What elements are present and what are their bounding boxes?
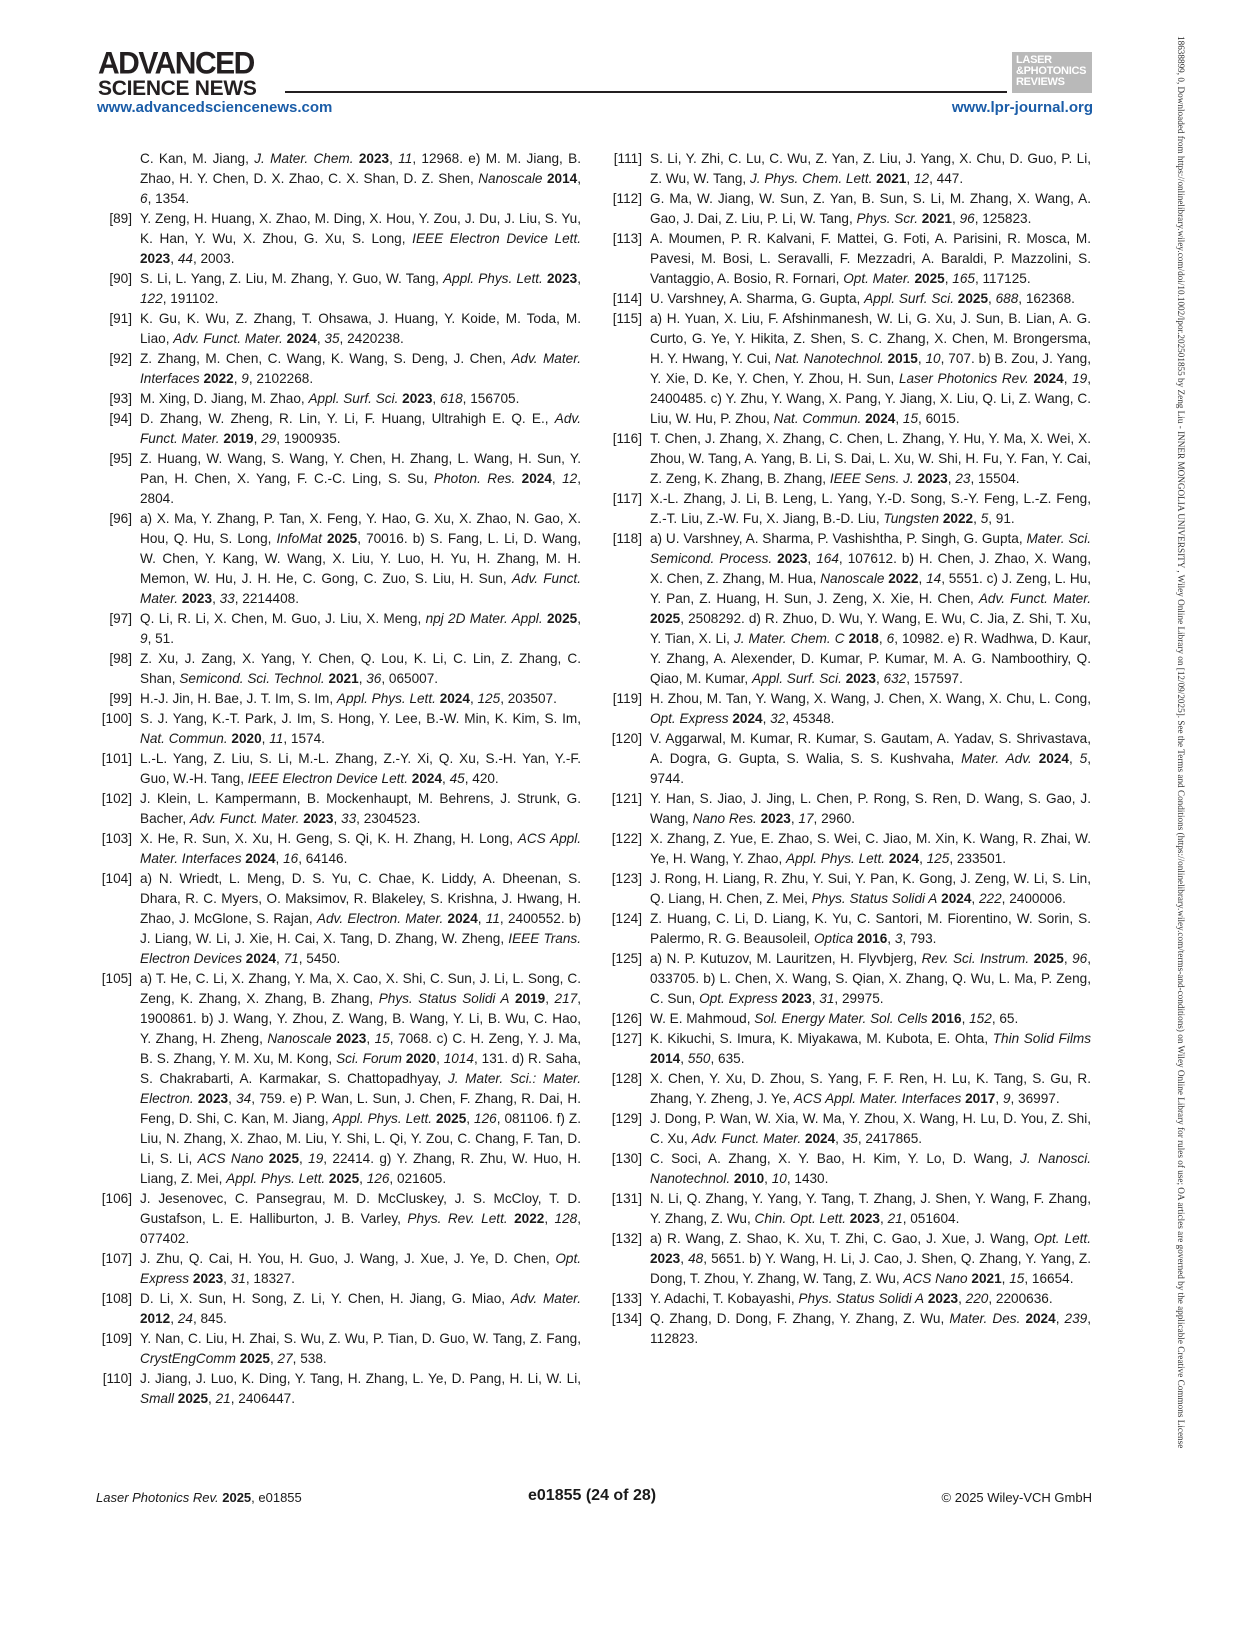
reference-number: [98] xyxy=(109,651,132,666)
reference-item xyxy=(96,389,581,409)
logo-line2: SCIENCE NEWS xyxy=(98,77,257,100)
reference-number: [126] xyxy=(611,1011,642,1026)
reference-number: [94] xyxy=(109,411,132,426)
reference-item xyxy=(606,1229,1091,1289)
reference-item xyxy=(96,609,581,649)
reference-number: [114] xyxy=(612,291,642,306)
reference-item xyxy=(96,449,581,509)
reference-item xyxy=(96,689,581,709)
reference-number: [130] xyxy=(611,1151,642,1166)
reference-item xyxy=(96,349,581,389)
reference-item xyxy=(606,289,1091,309)
reference-text: X. Chen, Y. Xu, D. Zhou, S. Yang, F. F. Ren, H. Lu, K. Tang, S. Gu, R. Zhang, Y. Zheng, J. Ye, ACS Appl. Mater. Interfaces 2017, 9, 36997. xyxy=(650,1071,1091,1106)
reference-number: [89] xyxy=(109,211,132,226)
reference-text: A. Moumen, P. R. Kalvani, F. Mattei, G. Foti, A. Parisini, R. Mosca, M. Pavesi, M. Bosi, L. Seravalli, F. Mezzadri, A. Baraldi, P. Mazzolini, S. Vantaggio, A. Bosio, R. Fornari, Opt. Mater. 2025, 165, 117125. xyxy=(650,231,1091,286)
journal-logo-line2: &PHOTONICS xyxy=(1016,65,1087,77)
reference-text: C. Kan, M. Jiang, J. Mater. Chem. 2023, 11, 12968. e) M. M. Jiang, B. Zhao, H. Y. Chen, D. X. Zhao, C. X. Shan, D. Z. Shen, Nanoscale 2014, 6, 1354. xyxy=(140,151,582,206)
reference-item xyxy=(96,509,581,609)
reference-item xyxy=(96,709,581,749)
reference-item xyxy=(96,149,581,209)
reference-text: D. Zhang, W. Zheng, R. Lin, Y. Li, F. Huang, Ultrahigh E. Q. E., Adv. Funct. Mater. 2019, 29, 1900935. xyxy=(140,411,581,446)
reference-number: [122] xyxy=(611,831,642,846)
reference-text: S. Li, L. Yang, Z. Liu, M. Zhang, Y. Guo, W. Tang, Appl. Phys. Lett. 2023, 122, 191102. xyxy=(140,271,581,306)
reference-item xyxy=(606,1289,1091,1309)
reference-text: V. Aggarwal, M. Kumar, R. Kumar, S. Gautam, A. Yadav, S. Shrivastava, A. Dogra, G. Gupta, S. Walia, S. S. Kushvaha, Mater. Adv. 2024, 5, 9744. xyxy=(650,731,1092,786)
reference-item xyxy=(606,789,1091,829)
reference-item xyxy=(606,529,1091,689)
reference-text: G. Ma, W. Jiang, W. Sun, Z. Yan, B. Sun, S. Li, M. Zhang, X. Wang, A. Gao, J. Dai, Z. Liu, P. Li, W. Tang, Phys. Scr. 2021, 96, 125823. xyxy=(650,191,1091,226)
reference-number: [93] xyxy=(109,391,132,406)
reference-item xyxy=(606,1309,1091,1349)
reference-text: U. Varshney, A. Sharma, G. Gupta, Appl. Surf. Sci. 2025, 688, 162368. xyxy=(650,291,1075,306)
reference-item xyxy=(96,749,581,789)
copyright: © 2025 Wiley-VCH GmbH xyxy=(941,1490,1092,1505)
reference-text: K. Gu, K. Wu, Z. Zhang, T. Ohsawa, J. Huang, Y. Koide, M. Toda, M. Liao, Adv. Funct. Mater. 2024, 35, 2420238. xyxy=(140,311,581,346)
reference-text: Q. Zhang, D. Dong, F. Zhang, Y. Zhang, Z. Wu, Mater. Des. 2024, 239, 112823. xyxy=(650,1311,1092,1346)
reference-number: [90] xyxy=(109,271,132,286)
reference-text: D. Li, X. Sun, H. Song, Z. Li, Y. Chen, H. Jiang, G. Miao, Adv. Mater. 2012, 24, 845. xyxy=(140,1291,581,1326)
reference-text: Y. Zeng, H. Huang, X. Zhao, M. Ding, X. Hou, Y. Zou, J. Du, J. Liu, S. Yu, K. Han, Y. Wu, X. Zhou, G. Xu, S. Long, IEEE Electron Device Lett. 2023, 44, 2003. xyxy=(140,211,582,266)
reference-text: J. Dong, P. Wan, W. Xia, W. Ma, Y. Zhou, X. Wang, H. Lu, D. You, Z. Shi, C. Xu, Adv. Funct. Mater. 2024, 35, 2417865. xyxy=(650,1111,1091,1146)
footer-citation xyxy=(96,1490,302,1505)
reference-number: [115] xyxy=(612,311,642,326)
reference-text: a) H. Yuan, X. Liu, F. Afshinmanesh, W. Li, G. Xu, J. Sun, B. Lian, A. G. Curto, G. Ye, Y. Hikita, Z. Shen, S. C. Zhang, X. Chen, M. Brongersma, H. Y. Hwang, Y. Cui, Nat. Nanotechnol. 2015, 10, 707. b) B. Zou, J. Yang, Y. Xie, D. Ke, Y. Chen, Y. Zhou, H. Sun, Laser Photonics Rev. 2024, 19, 2400485. c) Y. Zhu, Y. Wang, X. Pang, Y. Jiang, X. Liu, Q. Li, Z. Wang, C. Liu, W. Hu, P. Zhou, Nat. Commun. 2024, 15, 6015. xyxy=(650,311,1091,426)
reference-text: K. Kikuchi, S. Imura, K. Miyakawa, M. Kubota, E. Ohta, Thin Solid Films 2014, 550, 635. xyxy=(650,1031,1091,1066)
reference-item xyxy=(606,149,1091,189)
journal-website-link[interactable]: www.lpr-journal.org xyxy=(951,99,1093,116)
reference-item xyxy=(606,689,1091,729)
reference-text: J. Zhu, Q. Cai, H. You, H. Guo, J. Wang, J. Xue, J. Ye, D. Chen, Opt. Express 2023, 31, 18327. xyxy=(140,1251,581,1286)
reference-text: Z. Huang, C. Li, D. Liang, K. Yu, C. Santori, M. Fiorentino, W. Sorin, S. Palermo, R. G. Beausoleil, Optica 2016, 3, 793. xyxy=(650,911,1091,946)
reference-text: Y. Nan, C. Liu, H. Zhai, S. Wu, Z. Wu, P. Tian, D. Guo, W. Tang, Z. Fang, CrystEngComm 2025, 27, 538. xyxy=(140,1331,581,1366)
reference-item xyxy=(606,229,1091,289)
reference-text: H.-J. Jin, H. Bae, J. T. Im, S. Im, Appl. Phys. Lett. 2024, 125, 203507. xyxy=(140,691,557,706)
reference-item xyxy=(96,969,581,1189)
reference-number: [127] xyxy=(611,1031,642,1046)
reference-number: [101] xyxy=(101,751,132,766)
journal-logo-line3: REVIEWS xyxy=(1016,76,1065,88)
footer-journal: Laser Photonics Rev. xyxy=(96,1490,219,1505)
reference-item xyxy=(606,1009,1091,1029)
reference-text: a) T. He, C. Li, X. Zhang, Y. Ma, X. Cao, X. Shi, C. Sun, J. Li, L. Song, C. Zeng, K. Zhang, X. Zhang, B. Zhang, Phys. Status Solidi A 2019, 217, 1900861. b) J. Wang, Y. Zhou, Z. Wang, B. Wang, Y. Li, B. Wu, C. Hao, Y. Zhang, H. Zheng, Nanoscale 2023, 15, 7068. c) C. H. Zeng, Y. J. Ma, B. S. Zhang, Y. M. Xu, M. Kong, Sci. Forum 2020, 1014, 131. d) R. Saha, S. Chakrabarti, A. Karmakar, S. Chattopadhyay, J. Mater. Sci.: Mater. Electron. 2023, 34, 759. e) P. Wan, L. Sun, J. Chen, F. Zhang, R. Dai, H. Feng, D. Shi, C. Kan, M. Jiang, Appl. Phys. Lett. 2025, 126, 081106. f) Z. Liu, N. Zhang, X. Zhao, M. Liu, Y. Shi, L. Qi, Y. Zou, C. Chang, F. Tan, D. Li, S. Li, ACS Nano 2025, 19, 22414. g) Y. Zhang, R. Zhu, W. Huo, H. Liang, Z. Mei, Appl. Phys. Lett. 2025, 126, 021605. xyxy=(140,971,582,1186)
reference-item xyxy=(96,1189,581,1249)
reference-text: Q. Li, R. Li, X. Chen, M. Guo, J. Liu, X. Meng, npj 2D Mater. Appl. 2025, 9, 51. xyxy=(140,611,581,646)
reference-item xyxy=(606,1189,1091,1229)
download-notice-text: 18638899, 0, Downloaded from https://onlinelibrary.wiley.com/doi/10.1002/lpor.202501855 by Zeng Liu - INNER MONGOLIA UNIVERSITY , Wiley Online Library on [12/09/2025]. See the Terms and Conditions (https://onlinelibrary.wiley.com/terms-and-conditions) on Wiley Online Library for rules of use; OA articles are governed by the applicable Creative Commons License xyxy=(1176,36,1186,1449)
reference-text: W. E. Mahmoud, Sol. Energy Mater. Sol. Cells 2016, 152, 65. xyxy=(650,1011,1019,1026)
reference-text: J. Jesenovec, C. Pansegrau, M. D. McCluskey, J. S. McCloy, T. D. Gustafson, L. E. Halliburton, J. B. Varley, Phys. Rev. Lett. 2022, 128, 077402. xyxy=(140,1191,582,1246)
reference-text: J. Klein, L. Kampermann, B. Mockenhaupt, M. Behrens, J. Strunk, G. Bacher, Adv. Funct. Mater. 2023, 33, 2304523. xyxy=(140,791,581,826)
reference-number: [125] xyxy=(611,951,642,966)
reference-number: [128] xyxy=(611,1071,642,1086)
reference-text: Y. Adachi, T. Kobayashi, Phys. Status Solidi A 2023, 220, 2200636. xyxy=(650,1291,1053,1306)
reference-number: [123] xyxy=(611,871,642,886)
reference-number: [110] xyxy=(102,1371,132,1386)
reference-text: X. Zhang, Z. Yue, E. Zhao, S. Wei, C. Jiao, M. Xin, K. Wang, R. Zhai, W. Ye, H. Wang, Y. Zhao, Appl. Phys. Lett. 2024, 125, 233501. xyxy=(650,831,1091,866)
reference-item xyxy=(96,829,581,869)
download-notice xyxy=(1175,36,1187,1596)
reference-item xyxy=(606,909,1091,949)
reference-item xyxy=(606,189,1091,229)
footer-article: , e01855 xyxy=(251,1490,302,1505)
reference-item xyxy=(96,269,581,309)
reference-number: [113] xyxy=(612,231,642,246)
reference-text: a) N. Wriedt, L. Meng, D. S. Yu, C. Chae, K. Liddy, A. Dheenan, S. Dhara, R. C. Myers, O. Maksimov, R. Blakeley, S. Krishna, J. Hwang, H. Zhao, J. McGlone, S. Rajan, Adv. Electron. Mater. 2024, 11, 2400552. b) J. Liang, W. Li, J. Xie, H. Cai, X. Tang, D. Zhang, W. Zheng, IEEE Trans. Electron Devices 2024, 71, 5450. xyxy=(140,871,581,966)
publisher-logo xyxy=(98,46,257,100)
reference-number: [117] xyxy=(612,491,642,506)
reference-number: [111] xyxy=(613,151,642,166)
reference-item xyxy=(96,1329,581,1369)
reference-number: [91] xyxy=(109,311,132,326)
reference-number: [116] xyxy=(612,431,642,446)
reference-number: [118] xyxy=(612,531,642,546)
reference-number: [95] xyxy=(109,451,132,466)
reference-number: [99] xyxy=(109,691,132,706)
journal-logo xyxy=(1012,52,1092,93)
reference-text: Z. Huang, W. Wang, S. Wang, Y. Chen, H. Zhang, L. Wang, H. Sun, Y. Pan, H. Chen, X. Yang, F. C.-C. Ling, S. Su, Photon. Res. 2024, 12, 2804. xyxy=(140,451,581,506)
footer-year: 2025 xyxy=(222,1490,252,1505)
reference-number: [97] xyxy=(109,611,132,626)
reference-text: X. He, R. Sun, X. Xu, H. Geng, S. Qi, K. H. Zhang, H. Long, ACS Appl. Mater. Interfaces 2024, 16, 64146. xyxy=(140,831,581,866)
reference-number: [108] xyxy=(101,1291,132,1306)
reference-text: T. Chen, J. Zhang, X. Zhang, C. Chen, L. Zhang, Y. Hu, Y. Ma, X. Wei, X. Zhou, W. Tang, A. Yang, B. Li, S. Dai, L. Xu, W. Shi, H. Fu, Y. Fan, Y. Cai, Z. Zeng, K. Zhang, B. Zhang, IEEE Sens. J. 2023, 23, 15504. xyxy=(650,431,1091,486)
reference-number: [121] xyxy=(611,791,642,806)
reference-number: [120] xyxy=(611,731,642,746)
reference-text: Y. Han, S. Jiao, J. Jing, L. Chen, P. Rong, S. Ren, D. Wang, S. Gao, J. Wang, Nano Res. 2023, 17, 2960. xyxy=(650,791,1091,826)
reference-number: [133] xyxy=(611,1291,642,1306)
reference-text: J. Jiang, J. Luo, K. Ding, Y. Tang, H. Zhang, L. Ye, D. Pang, H. Li, W. Li, Small 2025, 21, 2406447. xyxy=(140,1371,581,1406)
reference-number: [129] xyxy=(611,1111,642,1126)
reference-text: X.-L. Zhang, J. Li, B. Leng, L. Yang, Y.-D. Song, S.-Y. Feng, L.-Z. Feng, Z.-T. Liu, Z.-W. Fu, X. Jiang, B.-D. Liu, Tungsten 2022, 5, 91. xyxy=(650,491,1091,526)
reference-number: [109] xyxy=(101,1331,132,1346)
reference-item xyxy=(96,1289,581,1329)
reference-number: [119] xyxy=(612,691,642,706)
references-left-column xyxy=(96,149,581,1409)
reference-item xyxy=(606,1149,1091,1189)
reference-text: a) U. Varshney, A. Sharma, P. Vashishtha, P. Singh, G. Gupta, Mater. Sci. Semicond. Process. 2023, 164, 107612. b) H. Chen, J. Zhao, X. Wang, X. Chen, Z. Zhang, M. Hua, Nanoscale 2022, 14, 5551. c) J. Zeng, L. Hu, Y. Pan, Z. Huang, H. Sun, J. Zeng, X. Xie, H. Chen, Adv. Funct. Mater. 2025, 2508292. d) R. Zhuo, D. Wu, Y. Wang, E. Wu, C. Jia, Z. Shi, T. Xu, Y. Tian, X. Li, J. Mater. Chem. C 2018, 6, 10982. e) R. Wadhwa, D. Kaur, Y. Zhang, A. Alexender, D. Kumar, P. Kumar, M. A. G. Namboothiry, Q. Qiao, M. Kumar, Appl. Surf. Sci. 2023, 632, 157597. xyxy=(650,531,1091,686)
reference-item xyxy=(606,309,1091,429)
reference-item xyxy=(606,829,1091,869)
reference-item xyxy=(606,1069,1091,1109)
reference-item xyxy=(96,309,581,349)
reference-item xyxy=(96,409,581,449)
reference-number: [100] xyxy=(101,711,132,726)
publisher-website-link[interactable]: www.advancedsciencenews.com xyxy=(97,99,333,116)
reference-item xyxy=(606,1029,1091,1069)
reference-number: [107] xyxy=(101,1251,132,1266)
reference-number: [104] xyxy=(101,871,132,886)
references-right-column xyxy=(606,149,1091,1349)
reference-number: [124] xyxy=(611,911,642,926)
reference-number: [105] xyxy=(101,971,132,986)
reference-text: S. J. Yang, K.-T. Park, J. Im, S. Hong, Y. Lee, B.-W. Min, K. Kim, S. Im, Nat. Commun. 2020, 11, 1574. xyxy=(140,711,581,746)
reference-number: [106] xyxy=(101,1191,132,1206)
reference-number: [92] xyxy=(109,351,132,366)
reference-number: [102] xyxy=(101,791,132,806)
reference-text: J. Rong, H. Liang, R. Zhu, Y. Sui, Y. Pan, K. Gong, J. Zeng, W. Li, S. Lin, Q. Liang, H. Chen, Z. Mei, Phys. Status Solidi A 2024, 222, 2400006. xyxy=(650,871,1091,906)
reference-number: [134] xyxy=(611,1311,642,1326)
reference-item xyxy=(606,1109,1091,1149)
reference-text: C. Soci, A. Zhang, X. Y. Bao, H. Kim, Y. Lo, D. Wang, J. Nanosci. Nanotechnol. 2010, 10, 1430. xyxy=(650,1151,1091,1186)
reference-item xyxy=(606,869,1091,909)
reference-item xyxy=(96,649,581,689)
reference-text: Z. Xu, J. Zang, X. Yang, Y. Chen, Q. Lou, K. Li, C. Lin, Z. Zhang, C. Shan, Semicond. Sci. Technol. 2021, 36, 065007. xyxy=(140,651,581,686)
reference-item xyxy=(606,729,1091,789)
reference-number: [131] xyxy=(611,1191,642,1206)
reference-text: M. Xing, D. Jiang, M. Zhao, Appl. Surf. Sci. 2023, 618, 156705. xyxy=(140,391,520,406)
reference-text: a) R. Wang, Z. Shao, K. Xu, T. Zhi, C. Gao, J. Xue, J. Wang, Opt. Lett. 2023, 48, 5651. b) Y. Wang, H. Li, J. Cao, J. Shen, Q. Zhang, Y. Yang, Z. Dong, T. Zhou, Y. Zhang, W. Tang, Z. Wu, ACS Nano 2021, 15, 16654. xyxy=(650,1231,1091,1286)
journal-logo-line1: LASER xyxy=(1016,54,1052,66)
reference-item xyxy=(606,949,1091,1009)
reference-number: [96] xyxy=(109,511,132,526)
reference-text: N. Li, Q. Zhang, Y. Yang, Y. Tang, T. Zhang, J. Shen, Y. Wang, F. Zhang, Y. Zhang, Z. Wu, Chin. Opt. Lett. 2023, 21, 051604. xyxy=(650,1191,1091,1226)
reference-item xyxy=(96,1369,581,1409)
header-rule xyxy=(285,91,1007,93)
reference-item xyxy=(96,209,581,269)
reference-number: [112] xyxy=(612,191,642,206)
logo-line1: ADVANCED xyxy=(98,46,254,81)
reference-item xyxy=(96,869,581,969)
reference-text: Z. Zhang, M. Chen, C. Wang, K. Wang, S. Deng, J. Chen, Adv. Mater. Interfaces 2022, 9, 2102268. xyxy=(140,351,581,386)
reference-item xyxy=(606,489,1091,529)
page-number: e01855 (24 of 28) xyxy=(528,1487,657,1504)
reference-text: a) N. P. Kutuzov, M. Lauritzen, H. Flyvbjerg, Rev. Sci. Instrum. 2025, 96, 033705. b) L. Chen, X. Wang, S. Qian, X. Zhang, Q. Wu, L. Ma, P. Zeng, C. Sun, Opt. Express 2023, 31, 29975. xyxy=(650,951,1092,1006)
reference-text: S. Li, Y. Zhi, C. Lu, C. Wu, Z. Yan, Z. Liu, J. Yang, X. Chu, D. Guo, P. Li, Z. Wu, W. Tang, J. Phys. Chem. Lett. 2021, 12, 447. xyxy=(650,151,1091,186)
reference-item xyxy=(96,789,581,829)
reference-text: L.-L. Yang, Z. Liu, S. Li, M.-L. Zhang, Z.-Y. Xi, Q. Xu, S.-H. Yan, Y.-F. Guo, W.-H. Tang, IEEE Electron Device Lett. 2024, 45, 420. xyxy=(140,751,581,786)
reference-item xyxy=(606,429,1091,489)
reference-text: a) X. Ma, Y. Zhang, P. Tan, X. Feng, Y. Hao, G. Xu, X. Zhao, N. Gao, X. Hou, Q. Hu, S. Long, InfoMat 2025, 70016. b) S. Fang, L. Li, D. Wang, W. Chen, Y. Kang, W. Wang, X. Liu, Y. Luo, H. Yu, H. Zhang, M. H. Memon, W. Hu, J. H. He, C. Gong, C. Zuo, S. Liu, H. Sun, Adv. Funct. Mater. 2023, 33, 2214408. xyxy=(140,511,581,606)
reference-text: H. Zhou, M. Tan, Y. Wang, X. Wang, J. Chen, X. Wang, X. Chu, L. Cong, Opt. Express 2024, 32, 45348. xyxy=(650,691,1091,726)
reference-number: [103] xyxy=(101,831,132,846)
reference-item xyxy=(96,1249,581,1289)
reference-number: [132] xyxy=(611,1231,642,1246)
